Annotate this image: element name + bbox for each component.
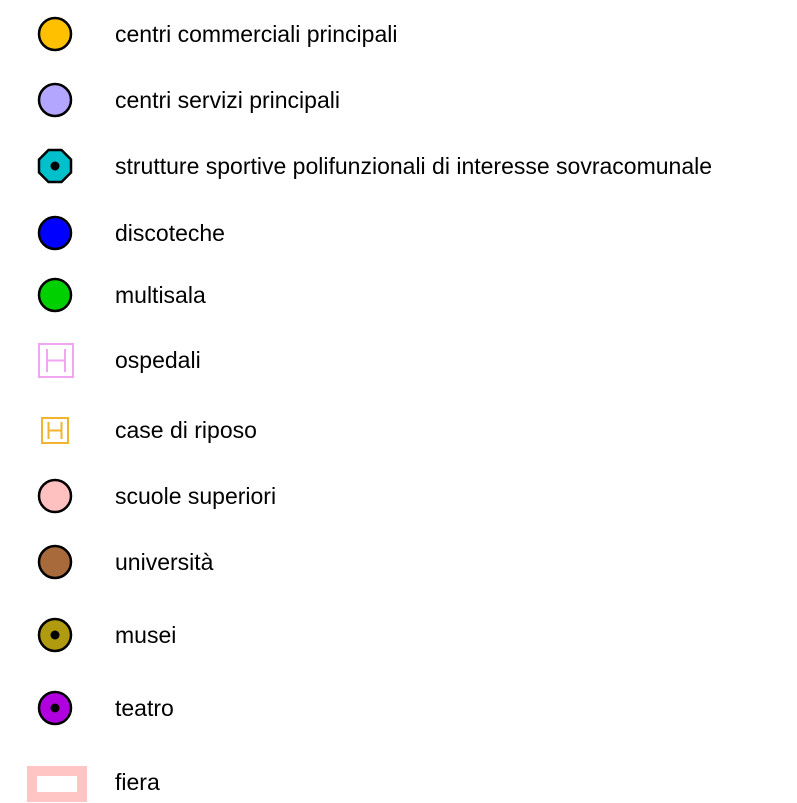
legend-item-multisala [0,275,797,315]
rest-home-h-icon [20,410,92,450]
legend-label: case di riposo [115,417,257,443]
fair-area-icon [20,762,92,802]
circle-icon [20,476,92,516]
legend-item-strutture-sportive [0,146,797,186]
legend-label: ospedali [115,347,201,373]
hospital-h-icon [20,340,92,380]
legend-label: strutture sportive polifunzionali di interesse sovracomunale [115,153,713,179]
legend-item-ospedali [0,340,797,380]
circle-dot-icon [20,615,92,655]
legend-item-universita [0,542,797,582]
legend-label: musei [115,622,177,648]
legend-label: centri servizi principali [115,87,340,113]
circle-icon [20,14,92,54]
legend-item-musei [0,615,797,655]
legend-label: fiera [115,769,160,795]
legend-label: multisala [115,282,206,308]
legend-item-centri-commerciali [0,14,797,54]
circle-icon [20,80,92,120]
circle-icon [20,542,92,582]
circle-dot-icon [20,688,92,728]
legend-item-scuole-superiori [0,476,797,516]
legend-label: teatro [115,695,174,721]
legend-label: università [115,549,214,575]
legend-item-teatro [0,688,797,728]
octagon-dot-icon [20,146,92,186]
circle-icon [20,275,92,315]
legend-label: centri commerciali principali [115,21,398,47]
legend-item-centri-servizi [0,80,797,120]
circle-icon [20,213,92,253]
legend-item-case-di-riposo [0,410,797,450]
legend-item-fiera [0,762,797,802]
legend-item-discoteche [0,213,797,253]
legend-label: discoteche [115,220,225,246]
legend-label: scuole superiori [115,483,277,509]
